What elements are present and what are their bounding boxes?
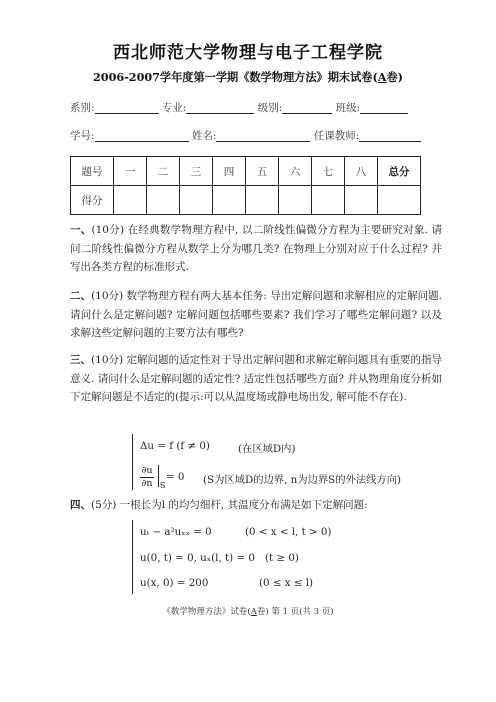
score-header-cell: 七 — [312, 157, 345, 186]
evaluation-bar — [158, 465, 159, 487]
score-cell[interactable] — [246, 186, 279, 215]
department-blank[interactable] — [95, 101, 159, 114]
name-blank[interactable] — [216, 129, 310, 142]
score-total-cell[interactable] — [378, 186, 421, 215]
major-label: 专业: — [161, 102, 187, 114]
score-cell[interactable] — [345, 186, 378, 215]
score-cell[interactable] — [213, 186, 246, 215]
score-header-cell: 四 — [213, 157, 246, 186]
teacher-label: 任课教师: — [313, 130, 360, 142]
score-header-cell: 三 — [180, 157, 213, 186]
class-label: 班级: — [335, 102, 361, 114]
score-row-label: 得分 — [71, 186, 114, 215]
score-header-cell: 题号 — [71, 157, 114, 186]
name-label: 姓名: — [191, 130, 217, 142]
question-3 — [70, 351, 442, 407]
question-4 — [70, 496, 442, 515]
score-header-cell: 二 — [147, 157, 180, 186]
equation-subscript: S — [160, 481, 166, 490]
equation-condition: (在区域D内) — [238, 443, 296, 455]
question-text: (5分) 一根长为l 的均匀细杆, 其温度分布满足如下定解问题: — [91, 499, 368, 511]
department-label: 系别: — [70, 102, 95, 114]
score-cell[interactable] — [114, 186, 147, 215]
score-cell[interactable] — [147, 186, 180, 215]
score-header-total: 总分 — [378, 157, 421, 186]
question-text: (10分) 数学物理方程有两大基本任务: 导出定解问题和求解相应的定解问题. 请问什么是定解问题? 定解问题包括哪些要素? 我们学习了哪些定解问题? 以及求解这些定解问题的主要方法有哪些? — [70, 290, 443, 340]
equation-condition: (0 < x < l, t > 0) — [245, 526, 332, 538]
teacher-blank[interactable] — [359, 129, 421, 142]
equation-condition: (0 ≤ x ≤ l) — [259, 577, 314, 589]
question-number: 四、 — [70, 499, 91, 511]
question-text: (10分) 定解问题的适定性对于导出定解问题和求解定解问题具有重要的指导意义. 请问什么是定解问题的适定性? 适定性包括哪些方面? 并从物理角度分析如下定解问题是不适定的(提示:可以从温度场或静电场出发, 解可能不存在). — [70, 354, 443, 404]
equation-rhs: = 0 — [166, 471, 185, 483]
page-footer: 《数学物理方法》试卷(A卷) 第 1 页(共 3 页) — [162, 607, 334, 617]
student-id-blank[interactable] — [95, 129, 189, 142]
score-header-cell: 八 — [345, 157, 378, 186]
score-cell[interactable] — [279, 186, 312, 215]
class-blank[interactable] — [360, 101, 408, 114]
equation-condition: (S为区域D的边界, n为边界S的外法线方向) — [203, 474, 402, 486]
question-1 — [70, 221, 442, 277]
score-header-cell: 六 — [279, 157, 312, 186]
equation-line: u(0, t) = 0, uₓ(l, t) = 0 — [140, 552, 255, 564]
score-cell[interactable] — [180, 186, 213, 215]
score-table-header-row — [71, 157, 421, 186]
equation-line: u(x, 0) = 200 — [140, 577, 209, 589]
equation-fraction: ∂u ∂n — [141, 465, 153, 489]
score-table — [70, 156, 421, 215]
equation-brace — [132, 434, 137, 490]
school-title: 西北师范大学物理与电子工程学院 — [113, 43, 383, 63]
student-info-row-1 — [70, 100, 408, 115]
score-table-score-row — [71, 186, 421, 215]
equation-condition: (t ≥ 0) — [265, 552, 299, 564]
major-blank[interactable] — [186, 101, 254, 114]
equation-brace — [132, 520, 137, 594]
grade-label: 级别: — [257, 102, 283, 114]
equation-line: Δu = f (f ≠ 0) — [140, 440, 210, 452]
score-header-cell: 一 — [114, 157, 147, 186]
exam-title: 2006-2007学年度第一学期《数学物理方法》期末试卷(A卷) — [93, 70, 403, 84]
question-2 — [70, 287, 442, 343]
student-info-row-2 — [70, 128, 421, 143]
student-id-label: 学号: — [70, 130, 95, 142]
question-number: 一、 — [70, 224, 92, 236]
score-cell[interactable] — [312, 186, 345, 215]
grade-blank[interactable] — [282, 101, 332, 114]
equation-line: uₜ − a²uₓₓ = 0 — [140, 526, 212, 538]
question-text: (10分) 在经典数学物理方程中, 以二阶线性偏微分方程为主要研究对象. 请问二阶线性偏微分方程从数学上分为哪几类? 在物理上分别对应于什么过程? 并写出各类方程的标准形式. — [70, 224, 443, 274]
question-number: 二、 — [70, 290, 92, 302]
question-number: 三、 — [70, 354, 92, 366]
score-header-cell: 五 — [246, 157, 279, 186]
